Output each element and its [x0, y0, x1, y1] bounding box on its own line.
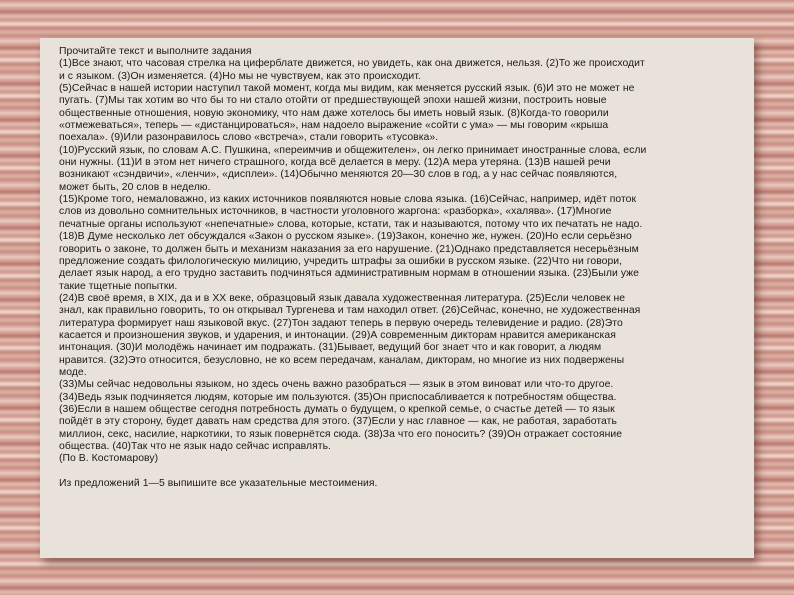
spacer: [59, 466, 739, 478]
task-text: Из предложений 1—5 выпишите все указательные местоимения.: [59, 477, 378, 489]
text-line: (15)Кроме того, немаловажно, из каких источников появляются новые слова языка. (16)Сейчас, например, идёт поток: [59, 194, 637, 206]
text-line: касается и произношения звуков, и ударения, и интонации. (29)А современным дикторам нравится американская: [59, 329, 616, 341]
source-attribution: (По В. Костомарову): [59, 453, 159, 465]
text-line: поехала». (9)Или разонравилось слово «встреча», стали говорить «тусовка».: [59, 132, 439, 144]
text-line: (10)Русский язык, по словам А.С. Пушкина, «переимчив и общежителен», он легко принимает иностранные слова, если: [59, 144, 647, 156]
text-line: интонация. (30)И молодёжь начинает им подражать. (31)Бывает, ведущий бог знает что и как говорит, а людям: [59, 342, 602, 354]
text-line: возникают «сэндвичи», «ленчи», «дисплеи». (14)Обычно меняются 20—30 слов в год, а у нас сейчас появляются,: [59, 169, 618, 181]
text-line: (36)Если в нашем обществе сегодня потребность думать о будущем, о крепкой семье, о счастье детей — то язык: [59, 403, 615, 415]
text-line: миллион, секс, насилие, наркотики, то язык повернётся сюда. (38)За что его поносить? (39)Он отражает состояние: [59, 428, 623, 440]
text-line: (1)Все знают, что часовая стрелка на циферблате движется, но увидеть, как она движется, нельзя. (2)То же происходит: [59, 58, 645, 70]
text-line: (24)В своё время, в XIX, да и в XX веке, образцовый язык давала художественная литература. (25)Если человек не: [59, 292, 626, 304]
text-line: общественные отношения, новую экономику, что нам даже хотелось бы иметь новый язык. (8)Когда-то говорили: [59, 107, 609, 119]
text-line: может быть, 20 слов в неделю.: [59, 181, 211, 193]
text-line: литература формирует наш языковой вкус. (27)Тон задают теперь в первую очередь телевидение и радио. (28)Это: [59, 317, 623, 329]
text-line: (33)Мы сейчас недовольны языком, но здесь очень важно разобраться — язык в этом виноват или что-то другое.: [59, 379, 614, 391]
text-line: предложение создать филологическую милицию, учредить штрафы за ошибки в русском языке. (22)Что ни говори,: [59, 255, 623, 267]
instruction-heading: Прочитайте текст и выполните задания: [59, 46, 252, 57]
document-body: [59, 46, 739, 490]
text-line: моде.: [59, 366, 87, 378]
text-line: они нужны. (11)И в этом нет ничего страшного, когда всё делается в меру. (12)А мера утеряна. (13)В нашей речи: [59, 157, 611, 169]
text-line: и с языком. (3)Он изменяется. (4)Но мы не чувствуем, как это происходит.: [59, 70, 421, 82]
text-line: (18)В Думе несколько лет обсуждался «Закон о русском языке». (19)Закон, конечно же, нужен. (20)Но если серьёзно: [59, 231, 632, 243]
text-line: (5)Сейчас в нашей истории наступил такой момент, когда мы видим, как меняется русский язык. (6)И это не может не: [59, 83, 635, 95]
text-line: «отмежеваться», теперь — «дистанцироваться», нам надоело выражение «сойти с ума» — мы говорим «крыша: [59, 120, 609, 132]
text-line: (34)Ведь язык подчиняется людям, которые им пользуются. (35)Он приспосабливается к потребностям общества.: [59, 391, 617, 403]
text-line: пойдёт в эту сторону, будет давать нам средства для этого. (37)Если у нас главное — как, не работая, заработать: [59, 416, 617, 428]
text-line: говорить о законе, то должен быть и механизм наказания за его нарушение. (21)Однако представляется несерьёзным: [59, 243, 639, 255]
text-line: общества. (40)Так что не язык надо сейчас исправлять.: [59, 441, 331, 452]
text-line: делает язык народ, а его трудно заставить подчиняться административным нормам в отношении языка. (23)Были уже: [59, 268, 640, 280]
text-line: слов из довольно сомнительных источников, в частности уголовного жаргона: «разборка», «халява». (17)Многие: [59, 206, 612, 218]
text-line: печатные органы используют «непечатные» слова, которые, кстати, так и называются, потому что их печатать не надо.: [59, 218, 643, 230]
text-line: такие тщетные попытки.: [59, 280, 178, 292]
text-line: нравится. (32)Это относится, безусловно, не ко всем передачам, каналам, дикторам, но многие из них подвержены: [59, 354, 625, 366]
text-line: пугать. (7)Мы так хотим во что бы то ни стало отойти от предшествующей эпохи нашей жизни, построить новые: [59, 95, 607, 107]
text-line: знал, как правильно говорить, то он открывал Тургенева и там находил ответ. (26)Сейчас, конечно, не художественная: [59, 305, 641, 317]
